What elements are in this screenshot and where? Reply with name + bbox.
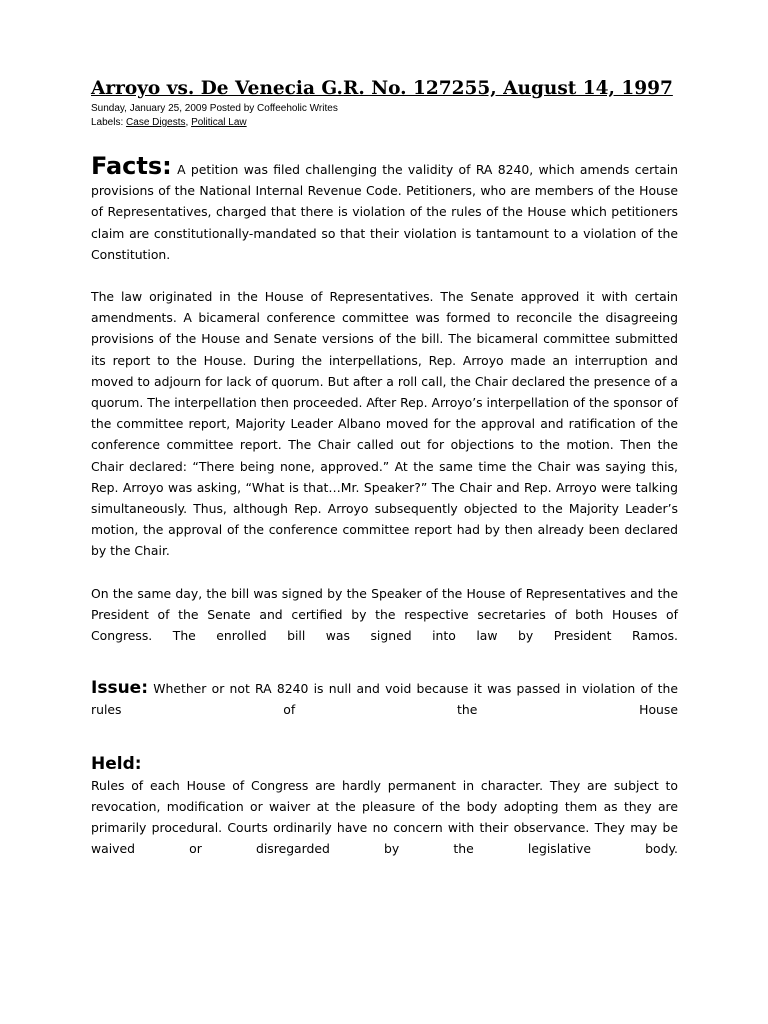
facts-paragraph-1 — [91, 152, 678, 265]
label-link-political-law[interactable]: Political Law — [191, 117, 247, 128]
document-title: Arroyo vs. De Venecia G.R. No. 127255, August 14, 1997 — [91, 78, 673, 99]
issue-text: Whether or not RA 8240 is null and void because it was passed in violation of the rules of the House — [91, 681, 678, 718]
document-page — [91, 76, 678, 859]
facts-section — [91, 152, 678, 646]
labels-prefix: Labels: — [91, 117, 127, 128]
labels-separator: , — [185, 117, 192, 128]
issue-section — [91, 678, 678, 720]
post-meta — [91, 102, 678, 116]
held-section — [91, 753, 678, 860]
facts-paragraph-2: The law originated in the House of Representatives. The Senate approved it with certain amendments. A bicameral conference committee was formed to reconcile the disagreeing provisions of the House and Senate versions of the bill. The bicameral committee submitted its report to the House. During the interpellations, Rep. Arroyo made an interruption and moved to adjourn for lack of quorum. But after a roll call, the Chair declared the presence of a quorum. The interpellation then proceeded. After Rep. Arroyo’s interpellation of the sponsor of the committee report, Majority Leader Albano moved for the approval and ratification of the conference committee report. The Chair called out for objections to the motion. Then the Chair declared: “There being none, approved.” At the same time the Chair was saying this, Rep. Arroyo was asking, “What is that…Mr. Speaker?” The Chair and Rep. Arroyo were talking simultaneously. Thus, although Rep. Arroyo subsequently objected to the Majority Leader’s motion, the approval of the conference committee report had by then already been declared by the Chair. — [91, 289, 678, 559]
facts-heading: Facts: — [91, 152, 172, 180]
facts-paragraph-3: On the same day, the bill was signed by the Speaker of the House of Representatives and the President of the Senate and certified by the respective secretaries of both Houses of Congress. The enrolled bill was signed into law by President Ramos. — [91, 585, 678, 644]
held-paragraph: Rules of each House of Congress are hardly permanent in character. They are subject to revocation, modification or waiver at the pleasure of the body adopting them as they are primarily procedural. Courts ordinarily have no concern with their observance. They may be waived or disregarded by the legislative body. — [91, 777, 678, 857]
labels-line — [91, 116, 678, 130]
issue-paragraph — [91, 678, 678, 720]
label-link-case-digests[interactable]: Case Digests — [126, 117, 186, 128]
posted-line: Sunday, January 25, 2009 Posted by Coffeeholic Writes — [91, 103, 338, 114]
facts-paragraph-1-text: A petition was filed challenging the validity of RA 8240, which amends certain provisions of the National Internal Revenue Code. Petitioners, who are members of the House of Representatives, charged that there is violation of the rules of the House which petitioners claim are constitutionally-mandated so that their violation is tantamount to a violation of the Constitution. — [91, 162, 678, 262]
issue-heading: Issue: — [91, 678, 148, 699]
held-heading: Held: — [91, 753, 142, 774]
